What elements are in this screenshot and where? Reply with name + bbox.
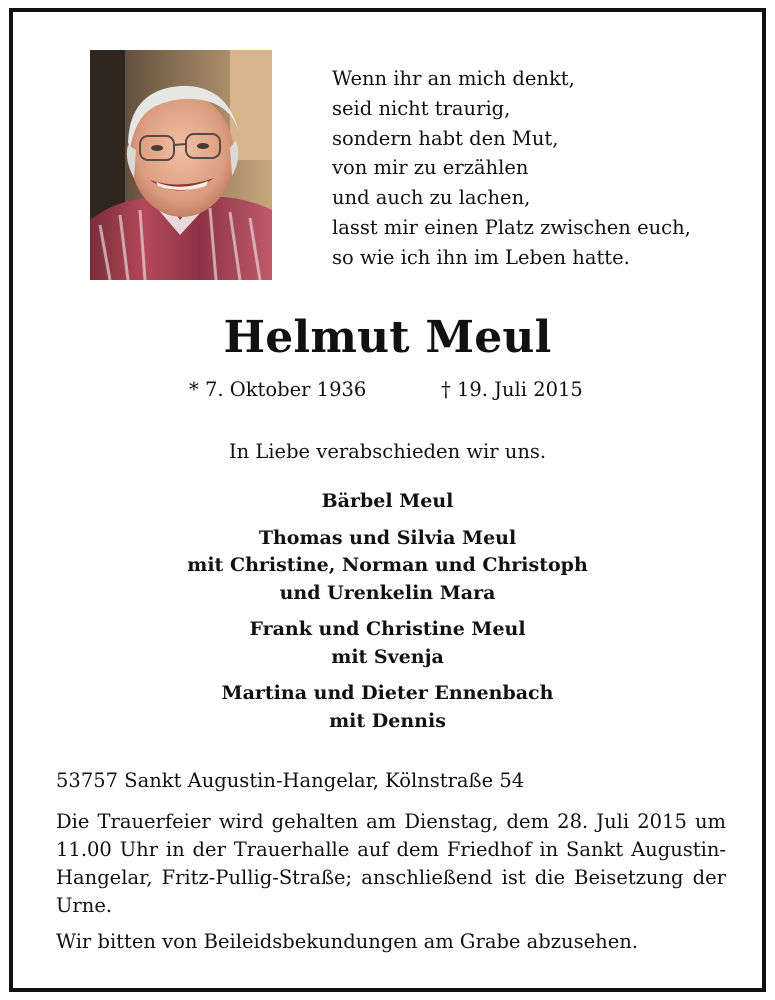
mourner-line: Frank und Christine Meul bbox=[249, 618, 526, 640]
family-group bbox=[13, 525, 762, 608]
poem-line: und auch zu lachen, bbox=[332, 186, 531, 210]
death-date: † 19. Juli 2015 bbox=[441, 378, 583, 401]
ceremony-line: 11.00 Uhr in der Trauerhalle auf dem Friedhof in Sankt Augustin- bbox=[56, 838, 726, 861]
poem-line: seid nicht traurig, bbox=[332, 96, 511, 120]
ceremony-line: Die Trauerfeier wird gehalten am Dienstag, dem 28. Juli 2015 um bbox=[56, 810, 726, 833]
family-group bbox=[13, 680, 762, 735]
poem-line: Wenn ihr an mich denkt, bbox=[332, 67, 575, 90]
poem-line: sondern habt den Mut, bbox=[332, 126, 559, 150]
condolence-note: Wir bitten von Beileidsbekundungen am Grabe abzusehen. bbox=[56, 930, 639, 953]
portrait-photo bbox=[90, 50, 272, 280]
birth-date: * 7. Oktober 1936 bbox=[189, 378, 367, 401]
poem-line: so wie ich ihn im Leben hatte. bbox=[332, 245, 630, 269]
family-group bbox=[13, 616, 762, 671]
ceremony-line: Hangelar, Fritz-Pullig-Straße; anschließend ist die Beisetzung der bbox=[56, 866, 726, 889]
farewell-text: In Liebe verabschieden wir uns. bbox=[228, 440, 547, 463]
mourner-line: Bärbel Meul bbox=[321, 490, 454, 512]
mourners-list bbox=[13, 488, 762, 744]
family-group bbox=[13, 488, 762, 516]
ceremony-notice bbox=[56, 808, 726, 920]
portrait-image bbox=[90, 50, 272, 280]
mourner-line: und Urenkelin Mara bbox=[279, 581, 496, 604]
obituary-frame bbox=[9, 8, 766, 992]
mourner-line: mit Dennis bbox=[329, 709, 446, 732]
ceremony-line: Urne. bbox=[56, 894, 113, 917]
deceased-name: Helmut Meul bbox=[223, 312, 552, 363]
mourner-line: mit Christine, Norman und Christoph bbox=[187, 554, 588, 576]
mourner-line: Thomas und Silvia Meul bbox=[258, 526, 517, 549]
mourner-line: Martina und Dieter Ennenbach bbox=[221, 682, 554, 704]
poem-line: lasst mir einen Platz zwischen euch, bbox=[332, 215, 691, 239]
poem bbox=[332, 64, 691, 273]
address: 53757 Sankt Augustin-Hangelar, Kölnstraße 54 bbox=[56, 769, 525, 792]
poem-line: von mir zu erzählen bbox=[332, 156, 529, 180]
mourner-line: mit Svenja bbox=[331, 645, 444, 668]
